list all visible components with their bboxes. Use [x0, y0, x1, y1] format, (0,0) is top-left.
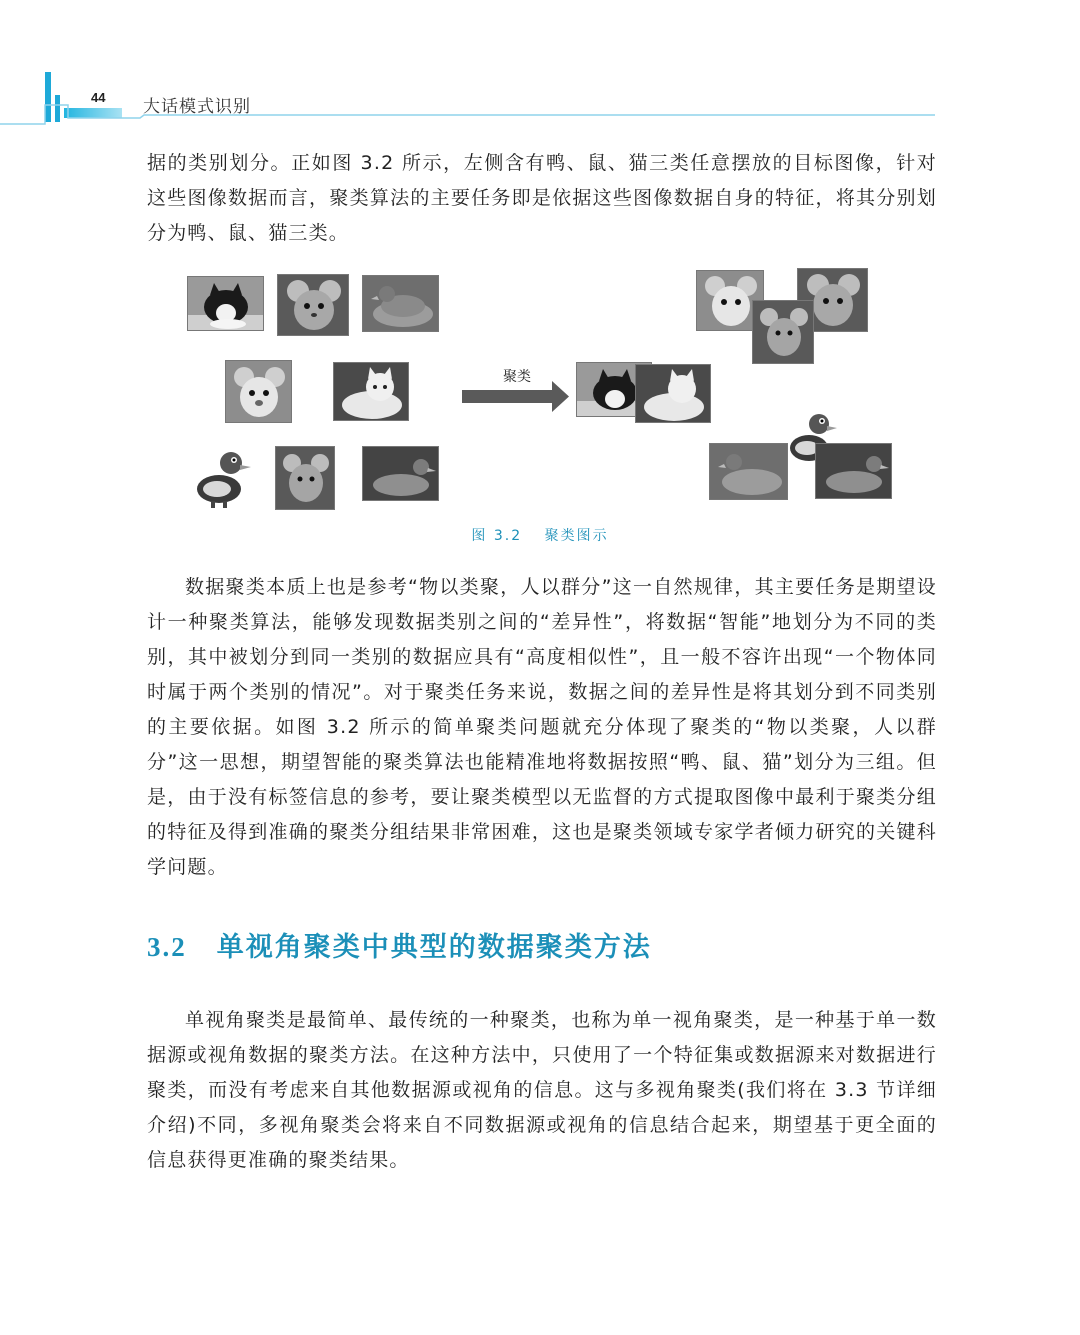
section-number: 3.2 [147, 932, 187, 962]
cartoon-mouse-image [225, 360, 292, 423]
cat-image [187, 276, 264, 331]
intro-paragraph-text: 据的类别划分。正如图 3.2 所示，左侧含有鸭、鼠、猫三类任意摆放的目标图像，针对这些图像数据而言，聚类算法的主要任务即是依据这些图像数据自身的特征，将其分别划分为鸭、鼠、猫三类。 [147, 152, 937, 244]
book-title: 大话模式识别 [143, 97, 251, 117]
mouse-cluster-3 [752, 300, 814, 364]
cat-cluster-2 [635, 364, 711, 423]
toy-duck-image [191, 445, 251, 510]
mouse-image [277, 274, 349, 336]
caption-number: 图 3.2 [471, 528, 523, 544]
mouse-image-2 [275, 446, 335, 510]
figure-caption [0, 525, 1080, 545]
duck-cluster-1 [709, 443, 788, 500]
duck-water-image [362, 446, 439, 501]
section-title: 单视角聚类中典型的数据聚类方法 [216, 932, 652, 963]
caption-text: 聚类图示 [544, 528, 609, 544]
duck-cluster-3 [815, 443, 892, 499]
white-cat-image [333, 362, 409, 421]
arrow-label: 聚类 [503, 369, 531, 385]
duck-image [362, 275, 439, 332]
section-heading [147, 925, 652, 964]
intro-paragraph [147, 146, 937, 251]
paragraph-3-text: 单视角聚类是最简单、最传统的一种聚类，也称为单一视角聚类，是一种基于单一数据源或视角数据的聚类方法。在这种方法中，只使用了一个特征集或数据源来对数据进行聚类，而没有考虑来自其他数据源或视角的信息。这与多视角聚类(我们将在 3.3 节详细介绍)不同，多视角聚类会将来自不同数据源或视角的信息结合起来，期望基于更全面的信息获得更准确的聚类结果。 [147, 1009, 937, 1171]
body-paragraph-3 [147, 1003, 937, 1178]
body-paragraph-2 [147, 570, 937, 885]
header-decoration [0, 0, 1080, 140]
page-number: 44 [91, 90, 106, 105]
paragraph-2-text: 数据聚类本质上也是参考“物以类聚，人以群分”这一自然规律，其主要任务是期望设计一种聚类算法，能够发现数据类别之间的“差异性”，将数据“智能”地划分为不同的类别，其中被划分到同一类别的数据应具有“高度相似性”，且一般不容许出现“一个物体同时属于两个类别的情况”。对于聚类任务来说，数据之间的差异性是将其划分到不同类别的主要依据。如图 3.2 所示的简单聚类问题就充分体现了聚类的“物以类聚，人以群分”这一思想，期望智能的聚类算法也能精准地将数据按照“鸭、鼠、猫”划分为三组。但是，由于没有标签信息的参考，要让聚类模型以无监督的方式提取图像中最利于聚类分组的特征及得到准确的聚类分组结果非常困难，这也是聚类领域专家学者倾力研究的关键科学问题。 [147, 576, 937, 878]
